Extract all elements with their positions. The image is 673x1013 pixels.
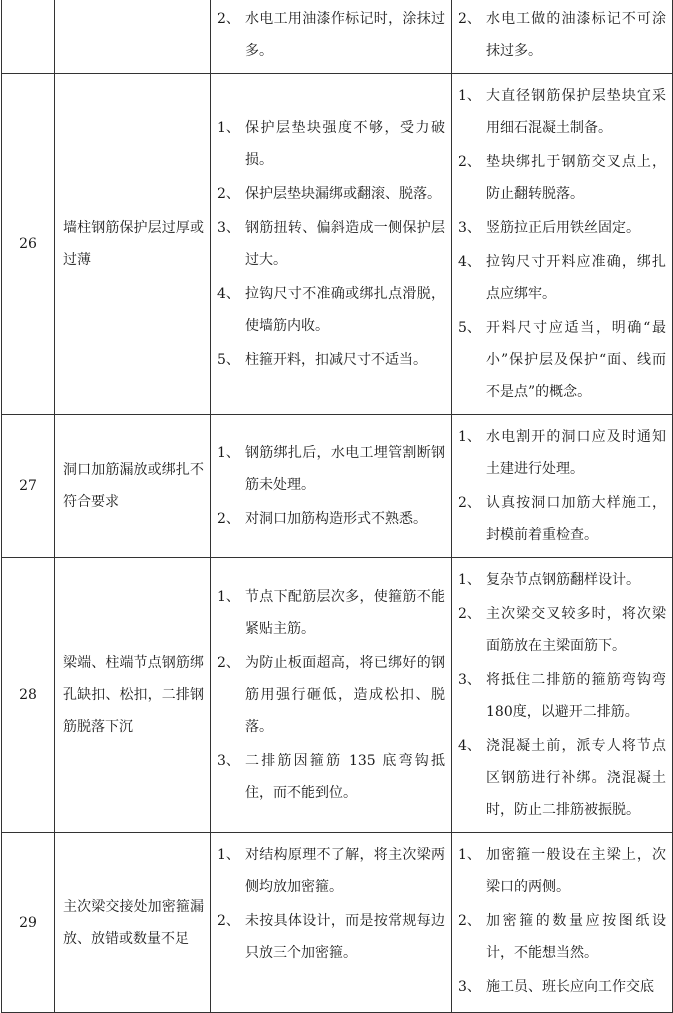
table-row: [2, 0, 673, 74]
table-row: [2, 558, 673, 833]
defect-name: 洞口加筋漏放或绑扎不符合要求: [55, 415, 211, 558]
list-item: 1、 对结构原理不了解，将主次梁两侧均放加密箍。: [217, 847, 445, 895]
cause-cell: [211, 558, 452, 833]
list-item: 3、 二排筋因箍筋 135 底弯钩抵住，而不能到位。: [217, 753, 445, 801]
list-item: 5、 开料尺寸应适当，明确“最小”保护层及保护“面、线而不是点”的概念。: [458, 320, 666, 400]
list-item: 1、 钢筋绑扎后，水电工埋管割断钢筋未处理。: [217, 445, 445, 493]
defect-name: 梁端、柱端节点钢筋绑孔缺扣、松扣，二排钢筋脱落下沉: [55, 558, 211, 833]
row-number: 27: [2, 415, 55, 558]
fix-cell: [452, 74, 673, 415]
cause-cell: [211, 0, 452, 74]
list-item: 3、 施工员、班长应向工作交底: [458, 979, 654, 995]
list-item: 2、 为防止板面超高，将已绑好的钢筋用强行砸低，造成松扣、脱落。: [217, 655, 445, 735]
defect-name: 主次梁交接处加密箍漏放、放错或数量不足: [55, 833, 211, 1013]
list-item: 3、 钢筋扭转、偏斜造成一侧保护层过大。: [217, 220, 445, 268]
list-item: 5、 柱箍开料，扣减尺寸不适当。: [217, 352, 427, 368]
list-item: 2、 水电工用油漆作标记时，涂抹过多。: [217, 11, 445, 59]
fix-cell: [452, 558, 673, 833]
list-item: 2、 垫块绑扎于钢筋交叉点上，防止翻转脱落。: [458, 154, 666, 202]
row-number: 26: [2, 74, 55, 415]
table-row: [2, 833, 673, 1013]
fix-cell: [452, 415, 673, 558]
list-item: 2、 保护层垫块漏绑或翻滚、脱落。: [217, 186, 441, 202]
list-item: 1、 节点下配筋层次多，使箍筋不能紧贴主筋。: [217, 589, 445, 637]
list-item: 1、 复杂节点钢筋翻样设计。: [458, 572, 640, 588]
cause-cell: [211, 833, 452, 1013]
list-item: 2、 加密箍的数量应按图纸设计，不能想当然。: [458, 913, 666, 961]
table-row: [2, 415, 673, 558]
list-item: 3、 竖筋拉正后用铁丝固定。: [458, 220, 640, 236]
row-number: [2, 0, 55, 74]
row-number: 28: [2, 558, 55, 833]
fix-cell: [452, 0, 673, 74]
cause-cell: [211, 74, 452, 415]
list-item: 1、 大直径钢筋保护层垫块宜采用细石混凝土制备。: [458, 88, 666, 136]
list-item: 2、 对洞口加筋构造形式不熟悉。: [217, 511, 427, 527]
list-item: 1、 加密箍一般设在主梁上，次梁口的两侧。: [458, 847, 666, 895]
list-item: 4、 浇混凝土前，派专人将节点区钢筋进行补绑。浇混凝土时，防止二排筋被振脱。: [458, 738, 666, 818]
table-row: [2, 74, 673, 415]
cause-cell: [211, 415, 452, 558]
list-item: 2、 主次梁交叉较多时，将次梁面筋放在主梁面筋下。: [458, 606, 666, 654]
list-item: 2、 水电工做的油漆标记不可涂抹过多。: [458, 11, 666, 59]
list-item: 4、 拉钩尺寸开料应准确，绑扎点应绑牢。: [458, 254, 666, 302]
defects-table: [1, 0, 673, 1013]
defect-name: 墙柱钢筋保护层过厚或过薄: [55, 74, 211, 415]
list-item: 4、 拉钩尺寸不准确或绑扎点滑脱，使墙筋内收。: [217, 286, 445, 334]
row-number: 29: [2, 833, 55, 1013]
list-item: 2、 未按具体设计，而是按常规每边只放三个加密箍。: [217, 913, 445, 961]
list-item: 2、 认真按洞口加筋大样施工，封模前着重检查。: [458, 495, 666, 543]
list-item: 3、 将抵住二排筋的箍筋弯钩弯180度，以避开二排筋。: [458, 672, 666, 720]
fix-cell: [452, 833, 673, 1013]
list-item: 1、 保护层垫块强度不够，受力破损。: [217, 120, 445, 168]
list-item: 1、 水电割开的洞口应及时通知土建进行处理。: [458, 429, 666, 477]
defect-name: [55, 0, 211, 74]
